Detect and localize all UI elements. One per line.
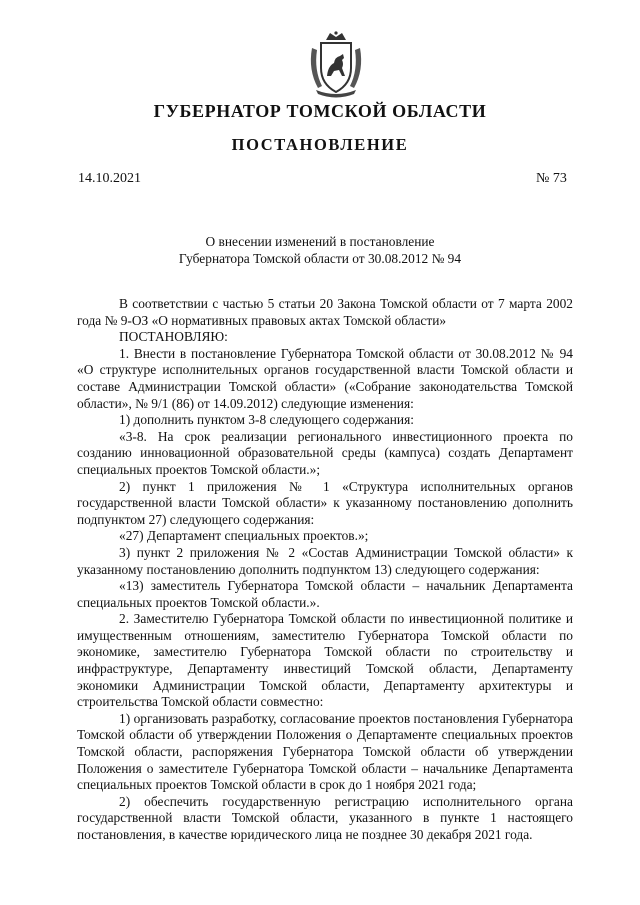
item-1-3-text: «13) заместитель Губернатора Томской области – начальник Департамента специальных проектов Томской области.». bbox=[77, 578, 573, 610]
issuer-title: ГУБЕРНАТОР ТОМСКОЙ ОБЛАСТИ bbox=[153, 101, 487, 121]
subject-line-1: О внесении изменений в постановление bbox=[205, 234, 435, 249]
item-1-1-text: «3-8. На срок реализации регионального инвестиционного проекта по созданию инновационной образовательной среды (кампуса) создать Департамент специальных проектов Томской области.»; bbox=[77, 428, 573, 477]
document-subject bbox=[0, 234, 640, 267]
item-1-3-paragraph: 3) пункт 2 приложения № 2 «Состав Администрации Томской области» к указанному постановлению дополнить подпунктом 13) следующего содержания: bbox=[77, 544, 573, 577]
item-1-2-paragraph: 2) пункт 1 приложения № 1 «Структура исполнительных органов государственной власти Томской области» к указанному постановлению дополнить подпунктом 27) следующего содержания: bbox=[77, 478, 573, 527]
item-2-paragraph: 2. Заместителю Губернатора Томской области по инвестиционной политике и имущественным отношениям, заместителю Губернатора Томской области по экономике, заместителю Губернатора Томской области по строительству и инфраструктуре, Департаменту инвестиций Томской области, Департаменту экономики Администрации Томской области, Департаменту архитектуры и строительства Томской области совместно: bbox=[77, 611, 573, 710]
document-date: 14.10.2021 bbox=[78, 171, 141, 186]
item-2-1-paragraph: 1) организовать разработку, согласование проектов постановления Губернатора Томской области об утверждении Положения о Департаменте специальных проектов Томской области, распоряжения Губернатора Томской области об утверждении Положения о заместителе Губернатора Томской области – начальнике Департамента специальных проектов Томской области в срок до 1 ноября 2021 года; bbox=[77, 710, 573, 793]
preamble-paragraph: В соответствии с частью 5 статьи 20 Закона Томской области от 7 марта 2002 года № 9-ОЗ «О нормативных правовых актах Томской области» bbox=[77, 296, 573, 328]
item-1-paragraph: 1. Внести в постановление Губернатора Томской области от 30.08.2012 № 94 «О структуре исполнительных органов государственной власти Томской области и составе Администрации Томской области» («Собрание законодательства Томской области», № 9/1 (86) от 14.09.2012) следующие изменения: bbox=[77, 345, 573, 411]
document-body bbox=[77, 296, 573, 844]
document-number: № 73 bbox=[536, 171, 567, 186]
item-2-2-paragraph: 2) обеспечить государственную регистрацию исполнительного органа государственной власти Томской области, указанного в пункте 1 настоящего постановления, в качестве юридического лица не позднее 30 декабря 2021 года. bbox=[77, 793, 573, 842]
document-type-title: ПОСТАНОВЛЕНИЕ bbox=[231, 135, 409, 154]
resolve-heading: ПОСТАНОВЛЯЮ: bbox=[119, 329, 228, 345]
coat-of-arms-icon bbox=[304, 30, 368, 100]
item-1-1-paragraph: 1) дополнить пунктом 3-8 следующего содержания: bbox=[119, 412, 414, 428]
subject-line-2: Губернатора Томской области от 30.08.2012 № 94 bbox=[178, 250, 462, 266]
item-1-2-text: «27) Департамент специальных проектов.»; bbox=[119, 528, 369, 544]
